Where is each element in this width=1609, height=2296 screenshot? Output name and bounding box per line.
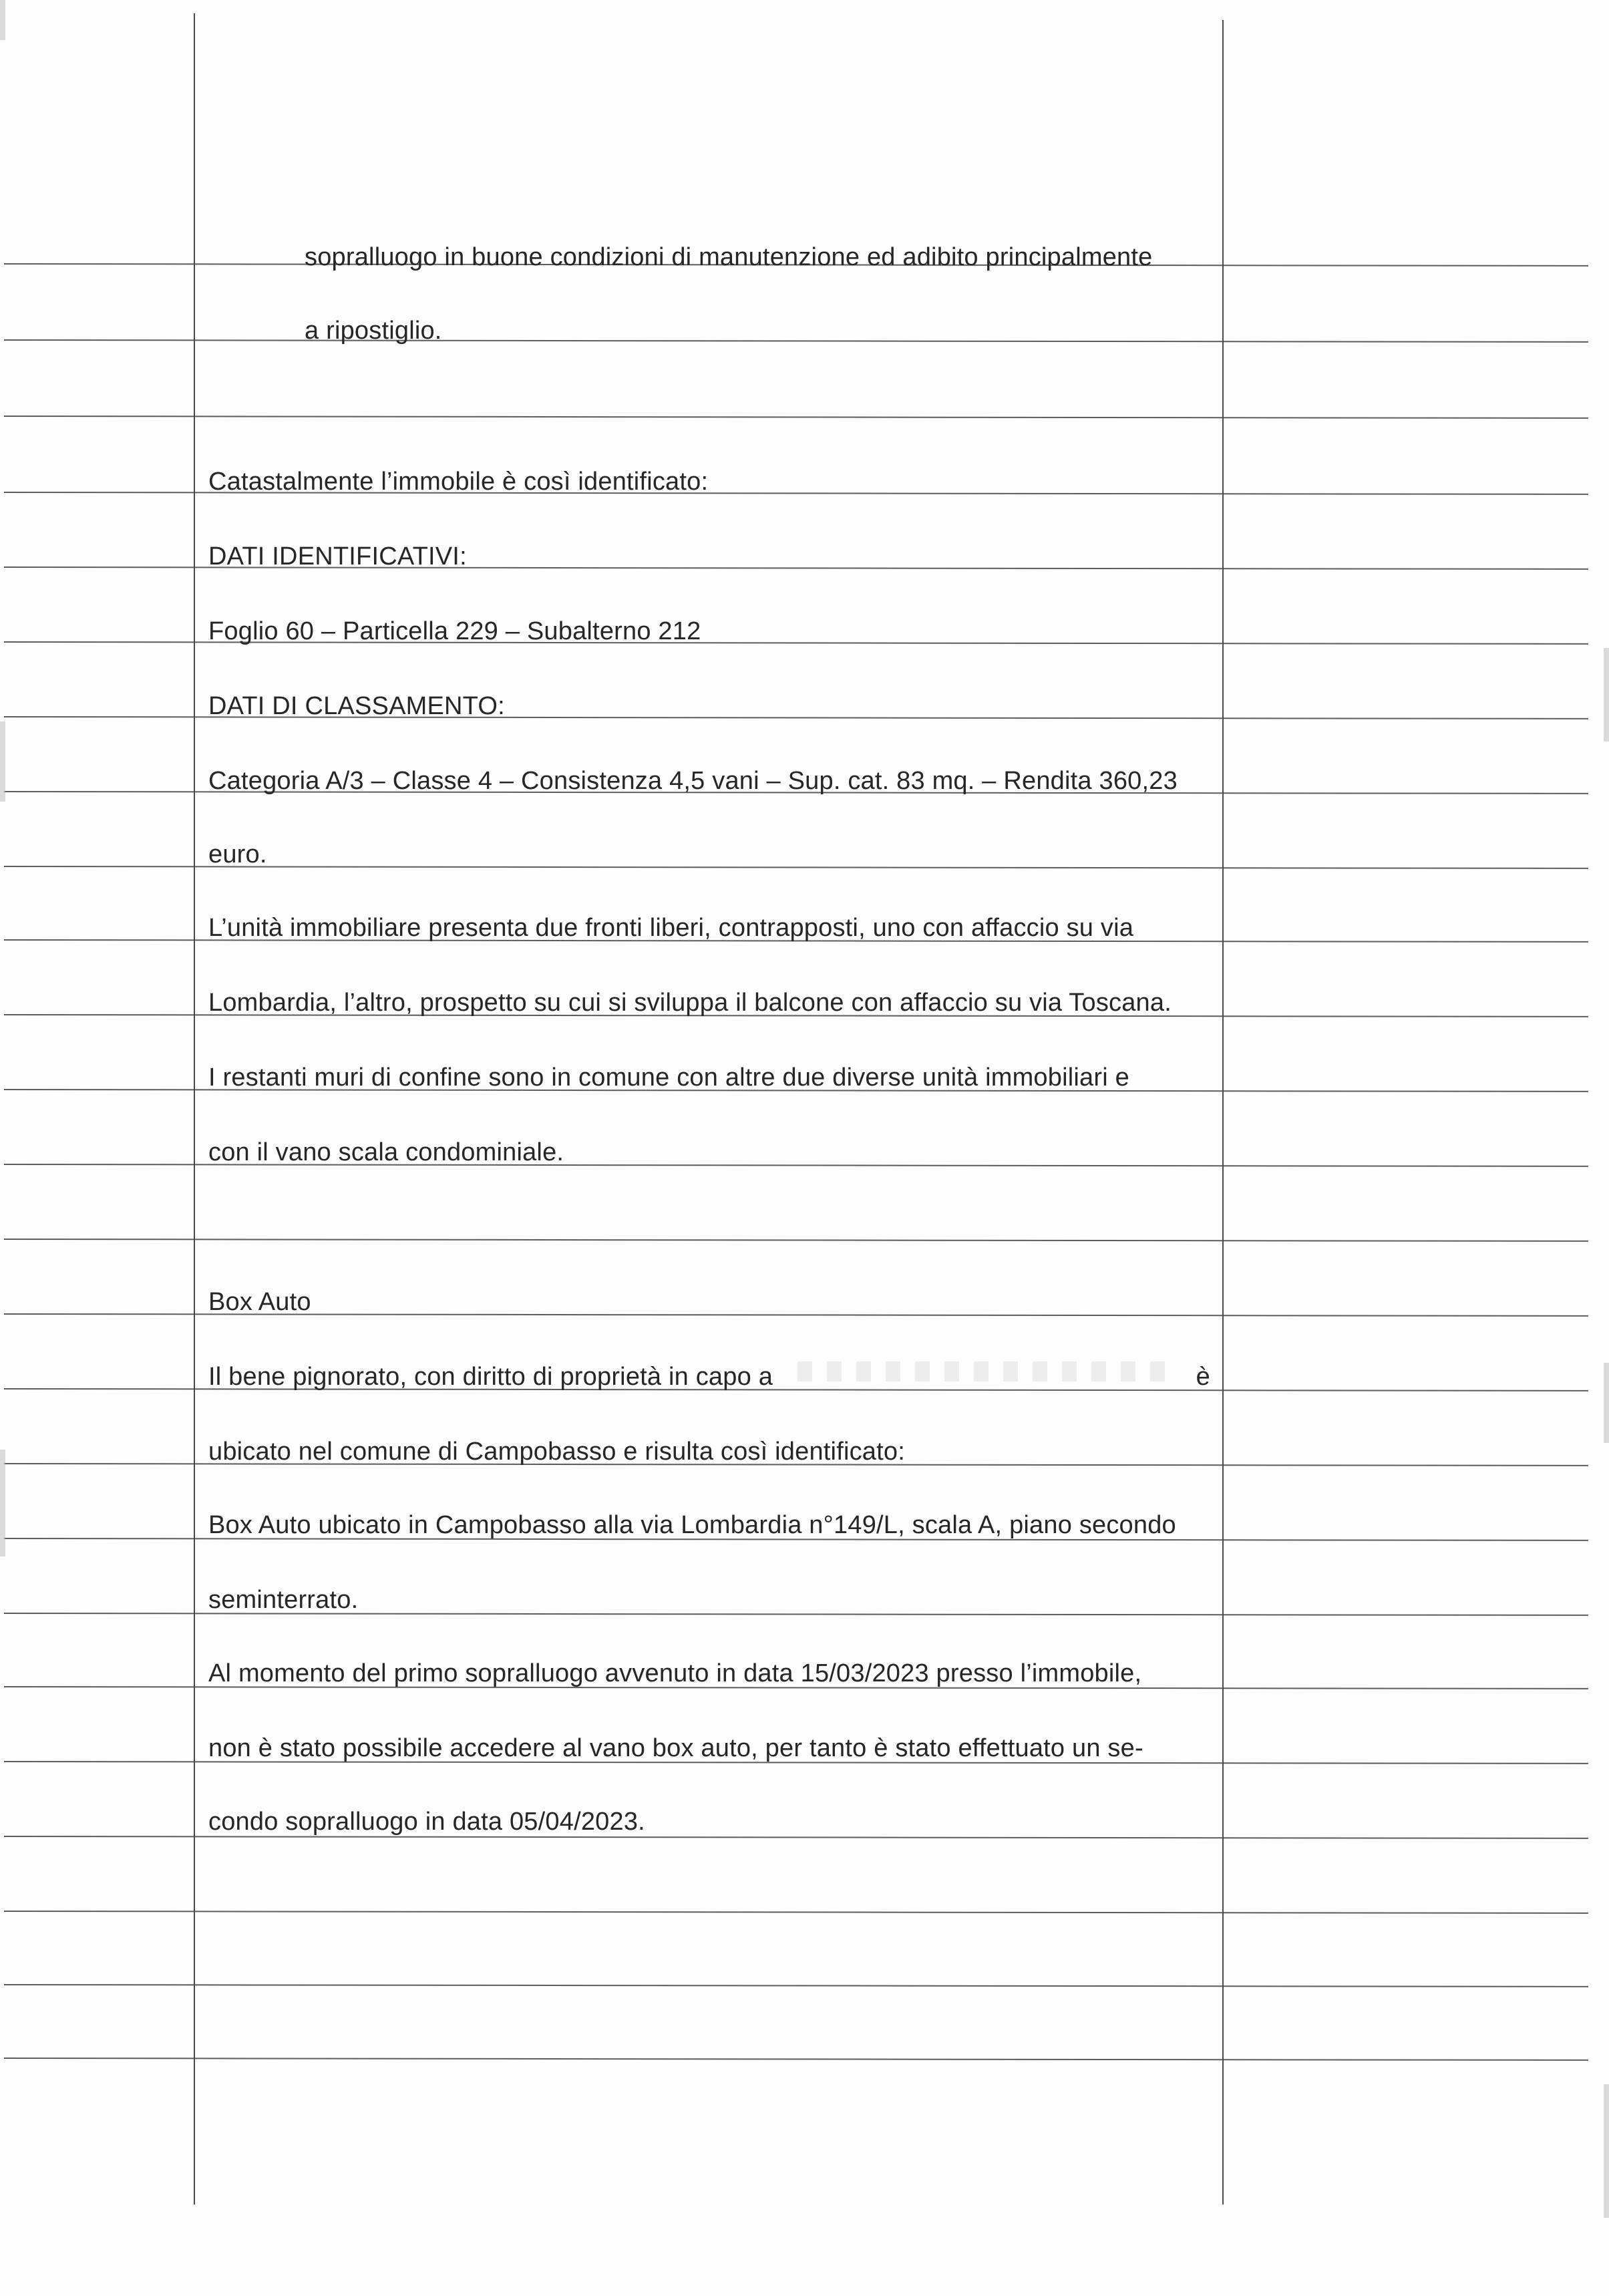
sopralluogo-line: condo sopralluogo in data 05/04/2023. <box>208 1808 645 1836</box>
ruled-line <box>4 2058 1588 2061</box>
ruled-line <box>4 1911 1588 1914</box>
redacted-name <box>797 1361 1172 1381</box>
dati-identificativi-label: DATI IDENTIFICATIVI: <box>208 542 467 570</box>
confini-line: Lombardia, l’altro, prospetto su cui si sviluppa il balcone con affaccio su via Toscana. <box>208 989 1172 1017</box>
box-intro-start: Il bene pignorato, con diritto di proprietà in capo a <box>208 1363 773 1391</box>
dati-classamento-value: euro. <box>208 840 267 868</box>
box-auto-heading: Box Auto <box>208 1288 311 1316</box>
confini-line: L’unità immobiliare presenta due fronti liberi, contrapposti, uno con affaccio su via <box>208 914 1134 942</box>
ruled-line <box>4 416 1588 419</box>
box-location-line: Box Auto ubicato in Campobasso alla via Lombardia n°149/L, scala A, piano secondo <box>208 1511 1176 1539</box>
right-margin-line <box>1222 20 1224 2204</box>
scan-artifact <box>1604 1363 1609 1443</box>
dati-identificativi-value: Foglio 60 – Particella 229 – Subalterno 212 <box>208 617 701 645</box>
left-margin-line <box>194 13 195 2204</box>
confini-line: con il vano scala condominiale. <box>208 1138 564 1166</box>
sopralluogo-line: non è stato possibile accedere al vano box auto, per tanto è stato effettuato un se- <box>208 1734 1143 1762</box>
dati-classamento-value: Categoria A/3 – Classe 4 – Consistenza 4,5 vani – Sup. cat. 83 mq. – Rendita 360,23 <box>208 767 1178 795</box>
paragraph-line: sopralluogo in buone condizioni di manutenzione ed adibito principalmente <box>305 243 1153 271</box>
ruled-line <box>4 1239 1588 1242</box>
confini-line: I restanti muri di confine sono in comune con altre due diverse unità immobiliari e <box>208 1063 1129 1092</box>
ruled-line <box>4 1984 1588 1987</box>
scan-artifact <box>1604 2084 1609 2218</box>
box-location-line: seminterrato. <box>208 1586 359 1614</box>
dati-classamento-label: DATI DI CLASSAMENTO: <box>208 692 505 720</box>
sopralluogo-line: Al momento del primo sopralluogo avvenuto in data 15/03/2023 presso l’immobile, <box>208 1659 1142 1687</box>
catasto-intro: Catastalmente l’immobile è così identificato: <box>208 468 709 496</box>
scan-artifact <box>0 1450 5 1556</box>
scan-artifact <box>1604 648 1609 742</box>
scan-artifact <box>0 0 5 40</box>
box-intro-line <box>208 1361 1210 1392</box>
box-intro-line: ubicato nel comune di Campobasso e risulta così identificato: <box>208 1438 905 1466</box>
scan-artifact <box>0 721 5 802</box>
box-intro-end: è <box>1196 1363 1210 1391</box>
paragraph-line: a ripostiglio. <box>305 317 442 345</box>
